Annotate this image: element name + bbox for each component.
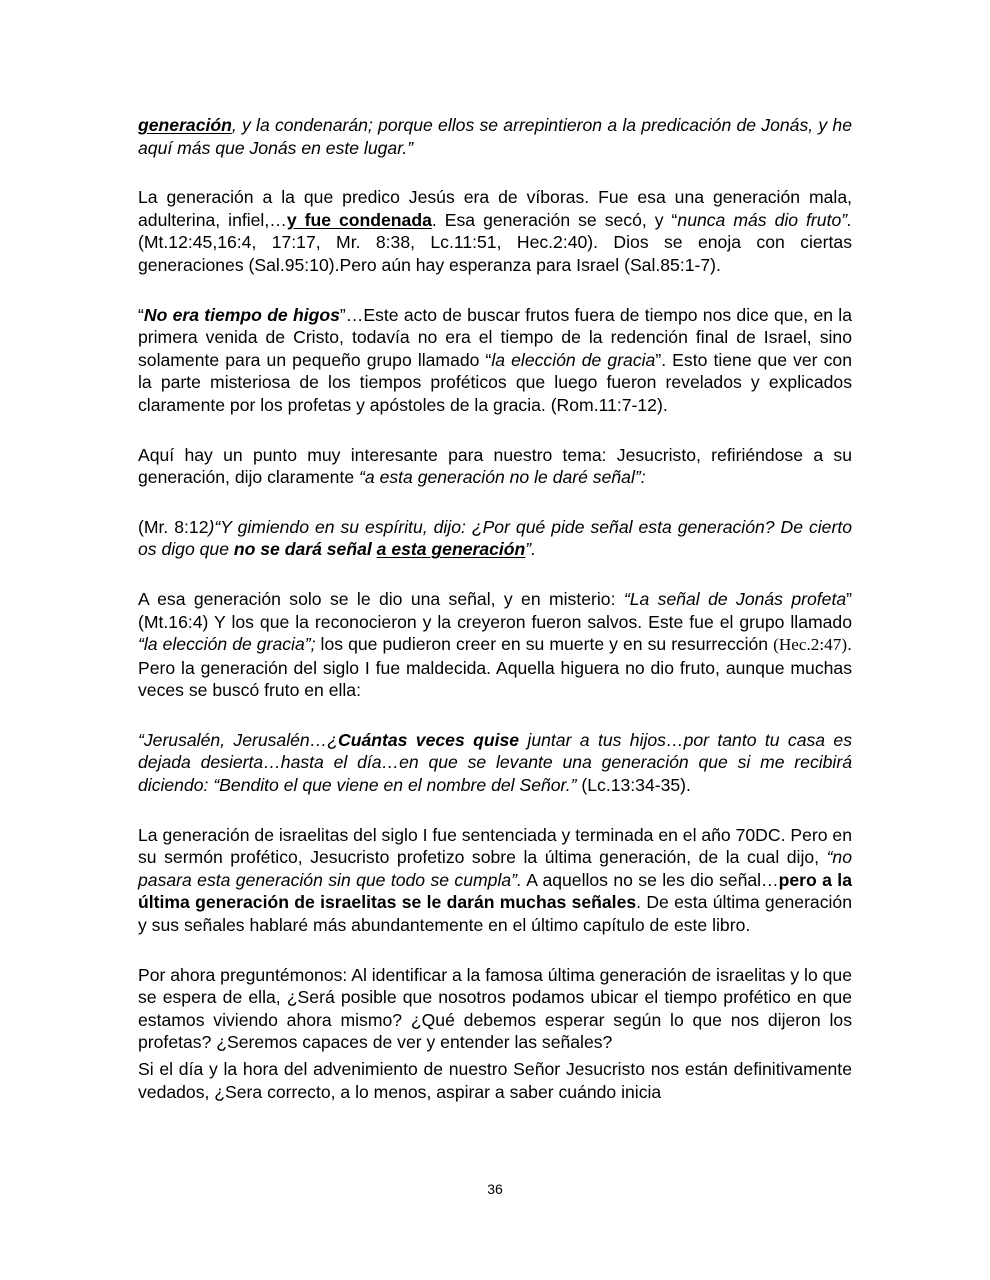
- paragraph: [138, 824, 852, 937]
- paragraph: [138, 729, 852, 797]
- text-run: La generación a la que predico Jesús era de víboras. Fue esa una generación mala, adulterina, infiel,…: [138, 187, 852, 230]
- text-run: Por ahora preguntémonos: Al identificar a la famosa última generación de israelitas y lo que se espera de ella, ¿Será posible que nosotros podamos ubicar el tiempo profético en que estamos viviendo ahora mismo? ¿Qué debemos esperar según lo que nos dijeron los profetas? ¿Seremos capaces de ver y entender las señales?: [138, 964, 852, 1053]
- text-run: ”.: [525, 539, 537, 560]
- text-run: (Mt.12:45,16:4, 17:17, Mr. 8:38, Lc.11:51, Hec.2:40). Dios se enoja con ciertas generaciones (Sal.95:10).Pero aún hay esperanza para Israel (Sal.85:1-7).: [138, 232, 852, 275]
- text-run: ”…Este acto de buscar frutos fuera de tiempo nos dice que, en la primera venida de Cristo, todavía no era el tiempo de la redención final de Israel, sino solamente para un pequeño grupo llamado “: [138, 304, 852, 370]
- text-run: . De esta última generación y sus señales hablaré más abundantemente en el último capítulo de este libro.: [138, 892, 852, 936]
- text-run: “La señal de Jonás profeta: [623, 588, 847, 609]
- paragraph: [138, 444, 852, 489]
- paragraph: [138, 304, 852, 417]
- text-run: y fue condenada: [286, 209, 432, 230]
- text-run: (Lc.13:34-35).: [576, 775, 691, 796]
- text-run: La generación de israelitas del siglo I fue sentenciada y terminada en el año 70DC. Pero en su sermón profético, Jesucristo profetizo sobre la última generación, de la cual dijo,: [138, 824, 852, 868]
- text-run: , y la condenarán; porque ellos se arrepintieron a la predicación de Jonás, y he aquí más que Jonás en este lugar.”: [138, 115, 852, 158]
- text-run: (Mr. 8:12: [138, 516, 209, 537]
- text-run: “Jerusalén, Jerusalén…¿: [138, 729, 339, 750]
- text-run: nunca más dio fruto”.: [677, 209, 852, 230]
- paragraph: [138, 1058, 852, 1103]
- text-run: “no pasara esta generación sin que todo se cumpla”.: [138, 847, 852, 890]
- text-run: No era tiempo de higos: [143, 304, 340, 325]
- paragraph: [138, 516, 852, 561]
- text-run: ” (Mt.16:4) Y los que la reconocieron y la creyeron fueron salvos. Este fue el grupo llamado: [138, 588, 852, 632]
- text-run: Aquí hay un punto muy interesante para nuestro tema: Jesucristo, refiriéndose a su generación, dijo claramente: [138, 444, 852, 488]
- paragraph: [138, 964, 852, 1054]
- paragraph: [138, 588, 852, 702]
- text-run: Si el día y la hora del advenimiento de nuestro Señor Jesucristo nos están definitivamente vedados, ¿Sera correcto, a lo menos, aspirar a saber cuándo inicia: [138, 1059, 852, 1102]
- text-run: )“Y gimiendo en su espíritu, dijo: ¿Por qué pide señal esta generación? De cierto os digo que: [138, 516, 852, 560]
- text-run: juntar a tus hijos…por tanto tu casa es dejada desierta…hasta el día…en que se levante una generación que si me recibirá diciendo: “Bendito el que viene en el nombre del Señor.”: [138, 729, 853, 796]
- page-body: [138, 114, 852, 1103]
- text-run: . Esa generación se secó, y “: [431, 209, 678, 230]
- page-number: 36: [487, 1181, 503, 1197]
- text-run: “la elección de gracia”;: [138, 634, 316, 655]
- text-run: los que pudieron creer en su muerte y en su resurrección: [315, 634, 774, 655]
- text-run: A aquellos no se les dio señal…: [521, 869, 779, 890]
- text-run: “a esta generación no le daré señal”:: [359, 467, 646, 488]
- paragraph: [138, 186, 852, 276]
- text-run: generación: [138, 115, 232, 135]
- text-run: pero a la última generación de israelitas se le darán muchas señales: [138, 869, 852, 913]
- paragraph: [138, 114, 852, 159]
- text-run: la elección de gracia: [491, 349, 656, 370]
- text-run: . Pero la generación del siglo I fue maldecida. Aquella higuera no dio fruto, aunque muchas veces se buscó fruto en ella:: [138, 634, 852, 701]
- text-run: “: [138, 304, 144, 325]
- text-run: Cuántas veces quise: [338, 729, 520, 750]
- text-run: no se dará señal: [233, 539, 372, 560]
- text-run: A esa generación solo se le dio una señal, y en misterio:: [138, 588, 624, 609]
- text-run: ”. Esto tiene que ver con la parte misteriosa de los tiempos proféticos que luego fueron revelados y explicados claramente por los profetas y apóstoles de la gracia. (Rom.11:7-12).: [138, 349, 852, 415]
- text-run: a esta generación: [376, 539, 526, 560]
- text-run: (Hec.2:47): [773, 635, 848, 655]
